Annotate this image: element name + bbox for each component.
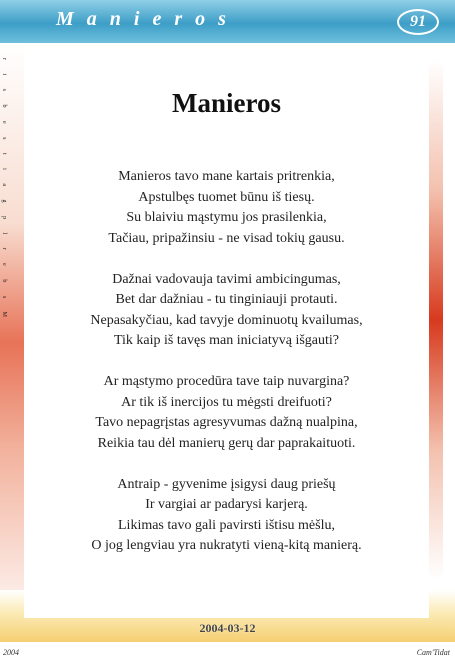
- poem-line: Tačiau, pripažinsiu - ne visad tokių gausu.: [108, 230, 345, 246]
- footer-year: 2004: [3, 648, 19, 657]
- poem-line: Nepasakyčiau, kad tavyje dominuotų kvailumas,: [90, 312, 363, 328]
- stanza-3: [24, 372, 429, 454]
- stanza-4: [24, 475, 429, 557]
- poem-line: Ar tik iš inercijos tu mėgsti dreifuoti?: [121, 394, 332, 410]
- poem-date: 2004-03-12: [199, 621, 256, 635]
- footer-credit: Cam'Tidat: [416, 648, 450, 657]
- poem-line: Su blaiviu mąstymu jos prasilenkia,: [126, 210, 327, 225]
- page-number-badge: 91: [397, 9, 439, 35]
- poem-line: Tavo nepagrįstas agresyvumas dažną nualpina,: [95, 415, 358, 430]
- poem-title: Manieros: [172, 88, 281, 118]
- stanza-2: [24, 270, 429, 352]
- left-side-marks: r i s b e s t i a g p l r e b s M: [1, 58, 7, 323]
- poem-line: O jog lengviau yra nukratyti vieną-kitą manierą.: [91, 538, 362, 553]
- poem-line: Antraip - gyvenime įsigysi daug priešų: [117, 476, 336, 492]
- poem-line: Ar mąstymo procedūra tave taip nuvargina?: [103, 374, 350, 389]
- header-bar: [0, 0, 455, 43]
- poem-line: Manieros tavo mane kartais pritrenkia,: [118, 169, 335, 184]
- stanza-1: [24, 167, 429, 249]
- poem-line: Bet dar dažniau - tu tinginiauji protauti.: [115, 292, 338, 307]
- header-title: Manieros: [56, 8, 239, 30]
- right-decorative-strip: [429, 60, 443, 580]
- poem-page: [24, 43, 429, 618]
- poem-line: Apstulbęs tuomet būnu iš tiesų.: [138, 189, 315, 205]
- poem-line: Tik kaip iš tavęs man iniciatyvą išgauti?: [113, 333, 339, 348]
- poem-line: Ir vargiai ar padarysi karjerą.: [145, 497, 308, 512]
- poem-body: [24, 167, 429, 577]
- poem-line: Dažnai vadovauja tavimi ambicingumas,: [112, 271, 341, 287]
- poem-line: Likimas tavo gali pavirsti ištisu mėšlu,: [118, 517, 335, 533]
- poem-line: Reikia tau dėl manierų gerų dar paprakaituoti.: [97, 435, 356, 451]
